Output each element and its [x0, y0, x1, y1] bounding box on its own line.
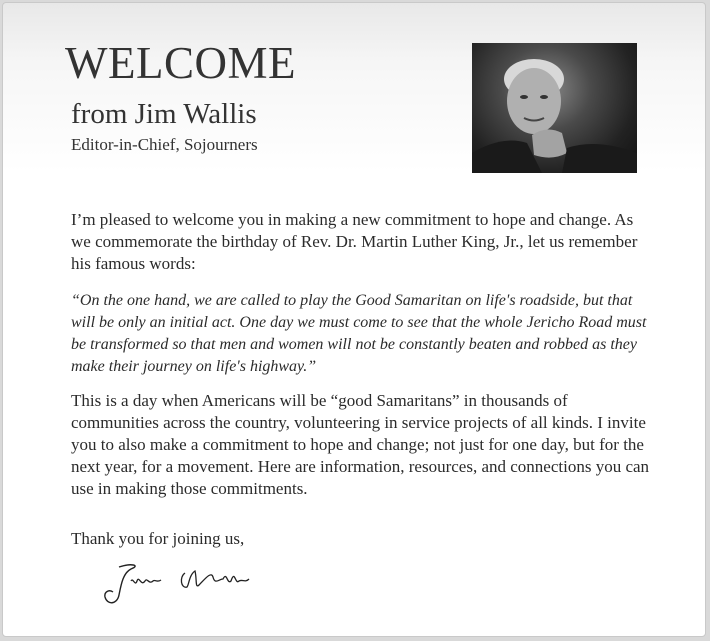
portrait-jacket-left [472, 141, 542, 173]
page-title: WELCOME [65, 38, 296, 88]
signature-stroke-im [131, 579, 161, 583]
invitation-paragraph: This is a day when Americans will be “good Samaritans” in thousands of communities across the country, volunteering in service projects of all kinds. I invite you to also make a commitment to hope and change; not just for one day, but for the next year, for a movement. Here are information, resources, and connections you can use in making those commitments. [71, 391, 650, 498]
intro-paragraph: I’m pleased to welcome you in making a new commitment to hope and change. As we commemorate the birthday of Rev. Dr. Martin Luther King, Jr., let us remember his famous words: [71, 210, 638, 273]
author-role: Editor-in-Chief, Sojourners [71, 135, 258, 154]
closing-line: Thank you for joining us, [71, 529, 245, 548]
welcome-panel [2, 2, 706, 637]
signature-stroke-j [105, 565, 135, 603]
mlk-quote: “On the one hand, we are called to play the Good Samaritan on life's roadside, but that will be only an initial act. One day we must come to see that the whole Jericho Road must be transformed so that men and women will not be constantly beaten and robbed as they make their journey on life's highway.” [71, 292, 647, 375]
portrait-eye-right [540, 95, 548, 99]
portrait-face [507, 68, 561, 134]
signature-stroke-wallis [181, 571, 249, 587]
signature-image [101, 559, 281, 609]
portrait-illustration [472, 43, 637, 173]
portrait-hand [532, 129, 567, 157]
portrait-jacket-right [562, 144, 637, 173]
author-name: from Jim Wallis [71, 98, 257, 130]
portrait-eye-left [520, 95, 528, 99]
portrait-photo [472, 43, 637, 173]
